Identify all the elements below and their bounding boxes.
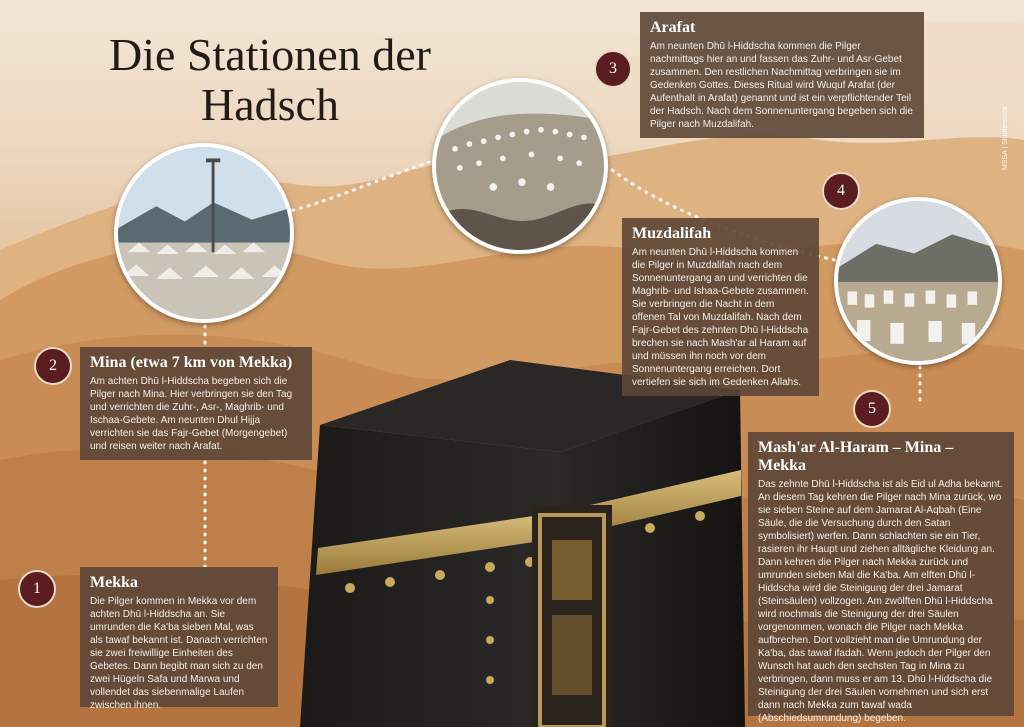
- station-text-mekka: Die Pilger kommen in Mekka vor dem achten Dhū l-Hiddscha an. Sie umrunden die Ka'ba sieben Mal, was als tawaf bekannt ist. Danach verrichten sie zwei freiwillige Einheiten des Gebetes. Dann begibt man sich zu den zwei Hügeln Safa und Marwa und vollendet das siebenmalige Laufen zwischen ihnen.: [90, 596, 268, 711]
- image-credit: MSSA | Shutterstock: [1002, 105, 1009, 170]
- station-box-muzdalifah: [622, 218, 819, 396]
- station-heading-muzdalifah: Muzdalifah: [632, 225, 712, 242]
- title-line-2: Hadsch: [201, 79, 339, 130]
- muzdalifah-photo: [834, 197, 1002, 365]
- station-text-muzdalifah: Am neunten Dhū l-Hiddscha kommen die Pilger in Muzdalifah nach dem Sonnenuntergang an und verrichten die Maghrib- und Ishaa-Gebete zusammen. Sie verbringen die Nacht in dem offenen Tal von Muzdalifah. Nach dem Fajr-Gebet des zehnten Dhū l-Hiddscha brechen sie nach Mash'ar al Haram auf und müssen ihn noch vor dem Sonnenuntergang erreichen. Dort vertiefen sie sich im Gedenken Allahs.: [632, 247, 809, 388]
- station-heading-mina: Mina (etwa 7 km von Mekka): [90, 354, 293, 371]
- station-badge-5: 5: [853, 390, 891, 428]
- station-text-mashar-al-haram: Das zehnte Dhū l-Hiddscha ist als Eid ul Adha bekannt. An diesem Tag kehren die Pilger nach Mina zurück, wo sie sieben Steine auf dem Jamarat Al-Aqbah (Eine Säule, die die Versuchung durch den Satan symbolisiert) werfen. Dann schlachten sie ein Tier, rasieren ihr Haupt und ziehen alltägliche Kleidung an. Dann kehren die Pilger nach Mekka zurück und umrunden sieben Mal die Ka'ba. Am elften Dhū l-Hiddscha wird die Steinigung der drei Jamarat (Steinsäulen) vollzogen. Am zwölften Dhū l-Hiddscha wird nochmals die Steinigung der drei Säulen vorgenommen, wonach die Pilger nach Mekka aufbrechen. Dort vollzieht man die Umrundung der Ka'ba, das tawaf ifadah. Wenn jedoch der Pilger den Wunsch hat auch den sechsten Tag in Mina zu verbringen, dann muss er am 13. Dhū l-Hiddscha die Steinigung der drei Säulen vornehmen und sich erst dann nach Mekka zum tawaf wada (Abschiedsumrundung) begeben.: [758, 479, 1003, 724]
- station-badge-4: 4: [822, 172, 860, 210]
- mina-photo-image: [118, 147, 290, 319]
- title-line-1: Die Stationen der: [109, 29, 431, 80]
- muzdalifah-photo-image: [838, 201, 998, 361]
- station-text-mina: Am achten Dhū l-Hiddscha begeben sich die Pilger nach Mina. Hier verbringen sie den Tag und verrichten die Zuhr-, Asr-, Maghrib- und Ischaa-Gebete. Am neunten Dhul Hijja verrichten sie das Fajr-Gebet (Morgengebet) und reisen weiter nach Arafat.: [90, 376, 293, 452]
- mina-photo: [114, 143, 294, 323]
- station-heading-mekka: Mekka: [90, 574, 138, 591]
- station-badge-3: 3: [594, 50, 632, 88]
- poster-title: [60, 30, 480, 130]
- station-text-arafat: Am neunten Dhū l-Hiddscha kommen die Pilger nachmittags hier an und fassen das Zuhr- und Asr-Gebet zusammen. Den restlichen Nachmittag verbringen sie im Gedenken Gottes. Dieses Ritual wird Wuquf Arafat (der Aufenthalt in Arafat) genannt und ist ein verpflichtender Teil der Hadsch. Nach dem Sonnenuntergang begeben sich die Pilger nach Muzdalifah.: [650, 41, 913, 130]
- station-box-mina: [80, 347, 312, 460]
- station-box-mekka: [80, 567, 278, 711]
- station-box-arafat: [640, 12, 924, 138]
- station-badge-2: 2: [34, 347, 72, 385]
- arafat-photo-image: [436, 82, 604, 250]
- station-badge-1: 1: [18, 570, 56, 608]
- station-heading-mashar-al-haram: Mash'ar Al-Haram – Mina – Mekka: [758, 439, 954, 474]
- station-heading-arafat: Arafat: [650, 19, 696, 36]
- arafat-photo: [432, 78, 608, 254]
- station-box-mashar-al-haram: [748, 432, 1014, 724]
